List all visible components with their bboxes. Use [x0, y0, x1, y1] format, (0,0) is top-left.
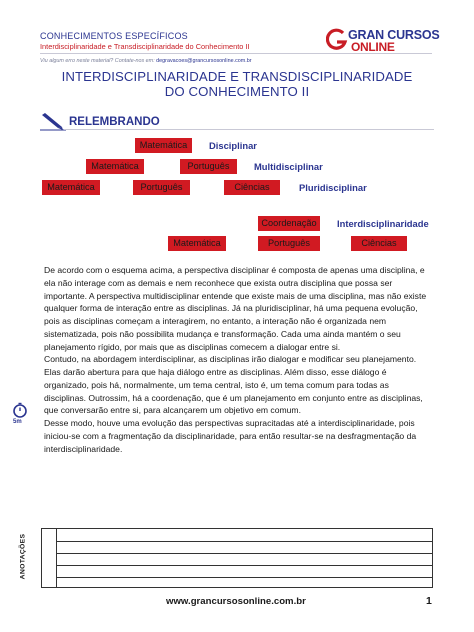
paragraph: De acordo com o esquema acima, a perspectiva disciplinar é composta de apenas uma disciplina, e ela não interage com as demais e nem reconhece que exista outra disciplina que possa ser importante. A perspectiva multidisciplinar entende que existe mais de uma disciplina, mas não existe qualquer forma de interação entre as disciplinas. Já na pluridisciplinar, há uma pequena evolução, pois as disciplinas começam a interagirem, no entanto, a interação não é organizada nem sistematizada, pois não possibilita mudança e transformação. Cada uma ainda mantém o seu planejamento rígido, por mais que as disciplinas comecem a dialogar entre si. — [44, 265, 427, 352]
interdisciplinar-box-ciencias: Ciências — [351, 236, 407, 251]
interdisciplinar-box-matematica: Matemática — [168, 236, 226, 251]
interdisciplinar-box-coordenacao: Coordenação — [258, 216, 320, 231]
annotation-line — [56, 541, 432, 542]
pluridisciplinar-box-portugues: Português — [133, 180, 190, 195]
annotation-line — [56, 565, 432, 566]
multidisciplinar-box-matematica: Matemática — [86, 159, 144, 174]
page-number: 1 — [426, 595, 432, 607]
paragraph: Desse modo, houve uma evolução das perspectivas supracitadas até a interdisciplinaridade, pois iniciou-se com a fragmentação da disciplinaridade, para então resultar-se na desfragmentação da interdisciplinaridade. — [44, 418, 417, 454]
error-email-link[interactable]: degravacoes@grancursosonline.com.br — [156, 58, 252, 64]
stopwatch-icon — [12, 402, 28, 418]
annotations-label-wrap — [19, 535, 31, 585]
page-title-line2: DO CONHECIMENTO II — [164, 84, 310, 99]
pluridisciplinar-label: Pluridisciplinar — [299, 182, 367, 193]
interdisciplinar-box-portugues: Português — [258, 236, 320, 251]
logo-g-icon — [326, 28, 348, 52]
section-header — [40, 111, 434, 133]
annotation-line — [56, 553, 432, 554]
pencil-icon — [40, 111, 66, 131]
gran-cursos-logo — [326, 28, 440, 54]
error-prompt: Viu algum erro neste material? Contate-nos em: — [40, 58, 155, 64]
multidisciplinar-box-portugues: Português — [180, 159, 237, 174]
section-label: RELEMBRANDO — [69, 116, 160, 128]
footer-website-link[interactable]: www.grancursosonline.com.br — [166, 596, 306, 607]
error-contact-line — [40, 58, 252, 64]
page-title-line1: INTERDISCIPLINARIDADE E TRANSDISCIPLINARIDADE — [61, 69, 413, 84]
annotations-margin-rule — [56, 529, 57, 587]
section-divider — [64, 129, 434, 130]
disciplinar-box-matematica: Matemática — [135, 138, 192, 153]
timer-marker — [12, 402, 30, 423]
body-text — [44, 264, 432, 455]
annotations-label: ANOTAÇÕES — [19, 533, 27, 580]
disciplinar-label: Disciplinar — [209, 140, 257, 151]
paragraph: Contudo, na abordagem interdisciplinar, as disciplinas irão dialogar e modificar seu planejamento. Elas darão abertura para que haja diálogo entre as disciplinas. Além disso, esse diálogo é organizado, pois há, normalmente, um tema central, isto é, um tema comum para todas as disciplinas. Outrossim, há a coordenação, que é um planejamento em conjunto entre as disciplinas, que conversarão entre si, para alcançarem um objetivo em comum. — [44, 354, 423, 416]
annotation-line — [56, 577, 432, 578]
timer-label: 5m — [13, 419, 22, 425]
header-subtitle: Interdisciplinaridade e Transdisciplinaridade do Conhecimento II — [40, 42, 250, 51]
multidisciplinar-label: Multidisciplinar — [254, 161, 323, 172]
logo-text-line1: GRAN CURSOS — [348, 28, 440, 42]
logo-text-line2: ONLINE — [351, 40, 395, 54]
annotations-box[interactable] — [41, 528, 433, 588]
header-category: CONHECIMENTOS ESPECÍFICOS — [40, 31, 188, 41]
pluridisciplinar-box-matematica: Matemática — [42, 180, 100, 195]
interdisciplinar-label: Interdisciplinaridade — [337, 218, 429, 229]
pluridisciplinar-box-ciencias: Ciências — [224, 180, 280, 195]
